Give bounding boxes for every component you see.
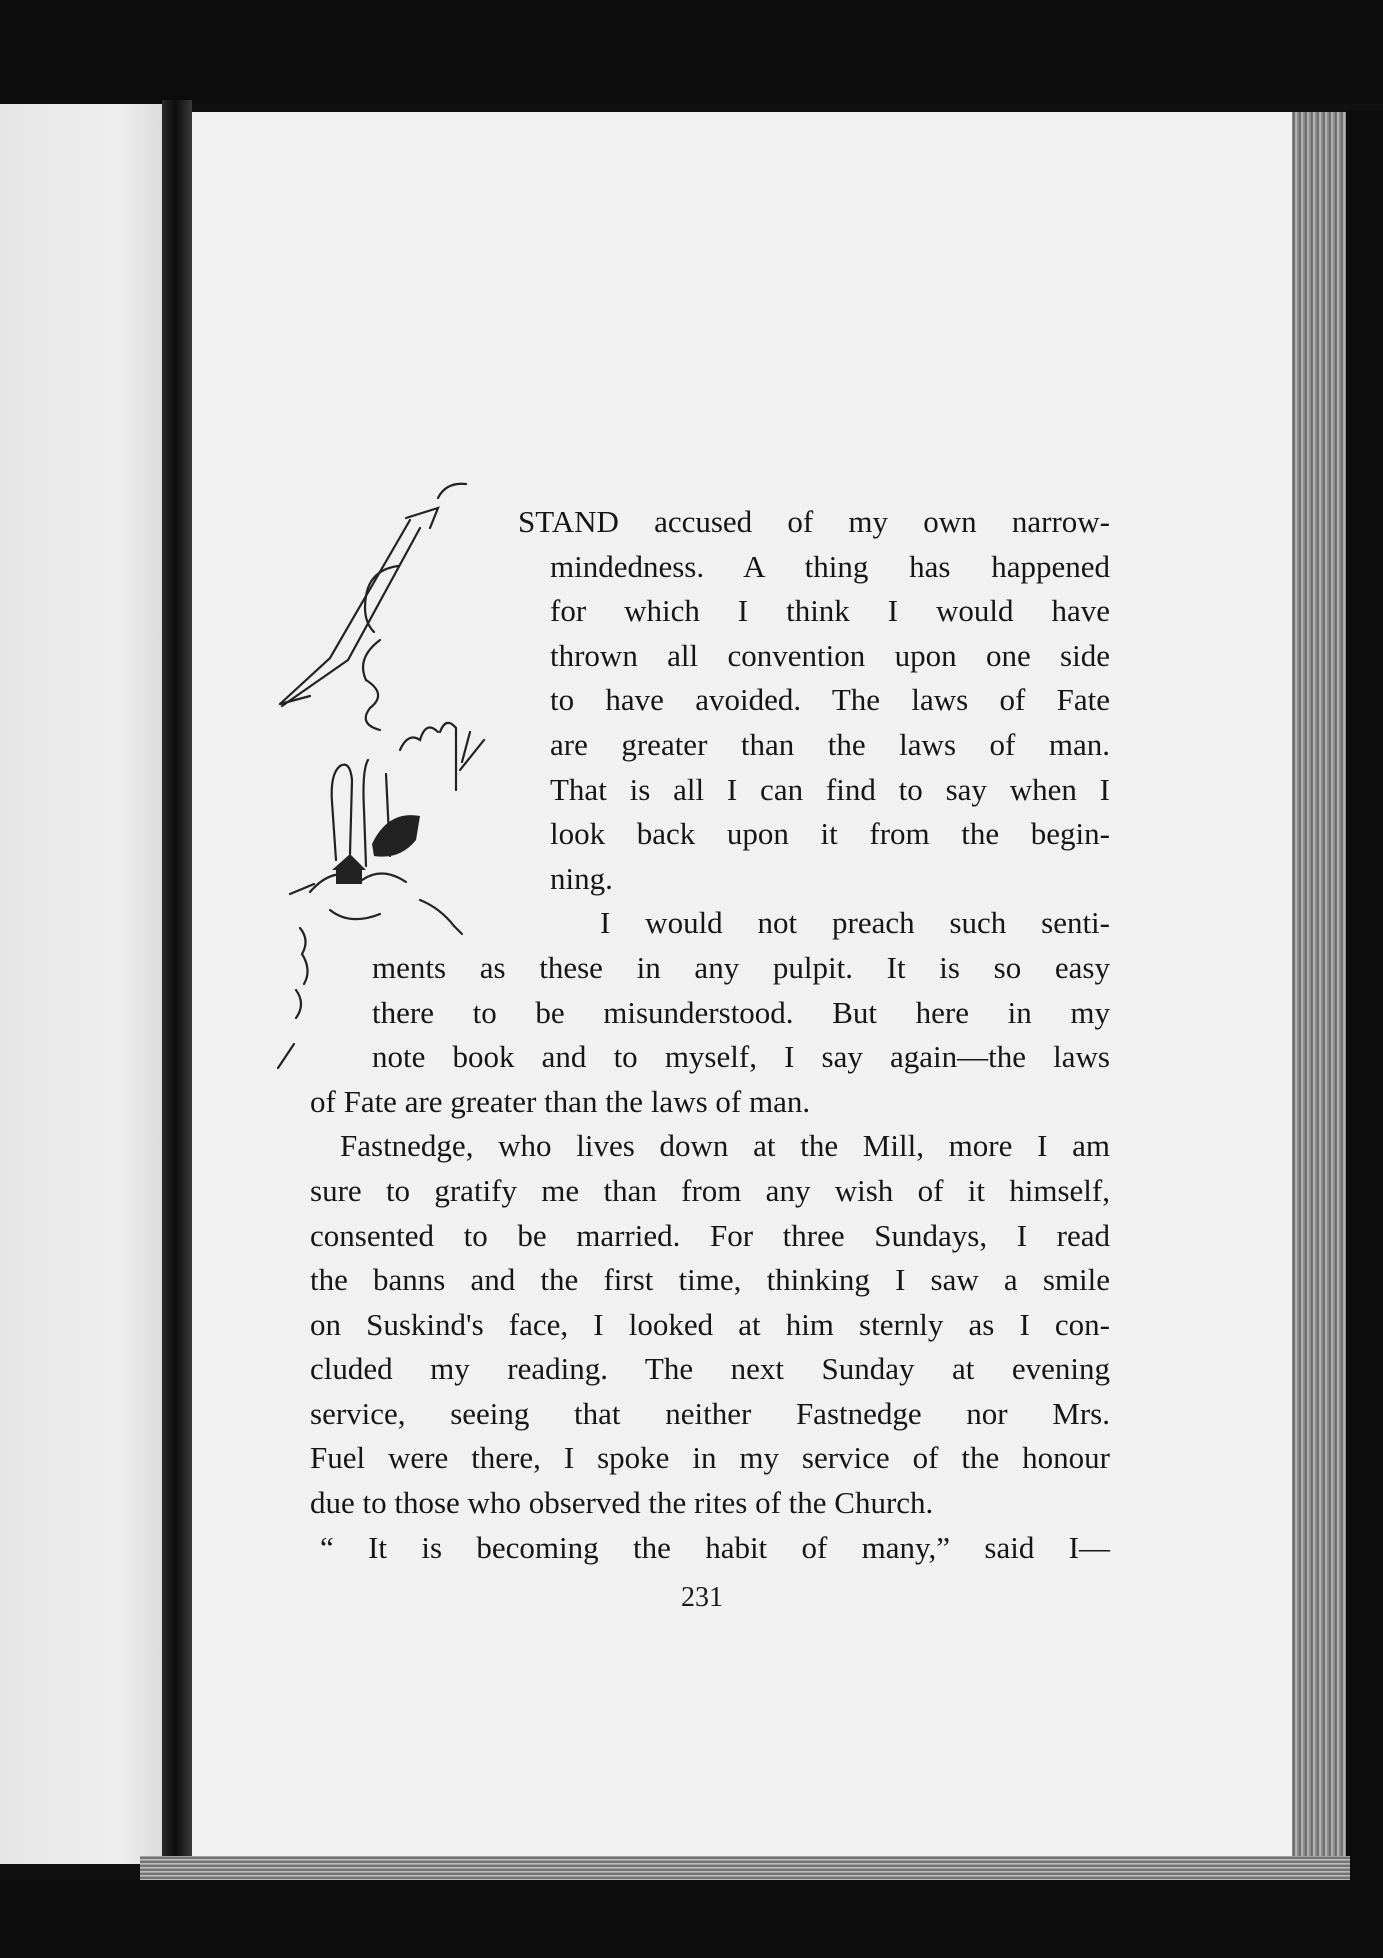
page-edges [1292,112,1348,1902]
scan-background-right [1346,110,1383,1958]
text-line: are greater than the laws of man. [550,726,1110,762]
page-bottom-edge [140,1856,1350,1882]
text-line: cluded my reading. The next Sunday at evening [310,1351,1110,1387]
scan-background-bottom [0,1880,1383,1958]
text-line: STAND accused of my own narrow- [518,504,1110,539]
text-line: thrown all convention upon one side [550,637,1110,673]
text-line: look back upon it from the begin- [550,816,1110,852]
text-line: there to be misunderstood. But here in my [372,994,1110,1030]
text-line: Fuel were there, I spoke in my service of the honour [310,1440,1110,1476]
text-line: the banns and the first time, thinking I saw a smile [310,1262,1110,1298]
text-line: to have avoided. The laws of Fate [550,682,1110,718]
text-line: note book and to myself, I say again—the laws [372,1039,1110,1075]
text-line: I would not preach such senti- [600,905,1110,941]
page-number: 231 [681,1582,723,1613]
text-line: ning. [550,860,613,896]
book-gutter [162,100,192,1890]
page-body-text [310,500,1110,1570]
text-line: sure to gratify me than from any wish of it himself, [310,1172,1110,1208]
text-line: “ It is becoming the habit of many,” said I— [320,1529,1110,1565]
text-line: service, seeing that neither Fastnedge nor Mrs. [310,1395,1110,1431]
text-line: due to those who observed the rites of the Church. [310,1485,934,1521]
text-line: for which I think I would have [550,593,1110,629]
text-line: That is all I can find to say when I [550,771,1110,807]
text-line: of Fate are greater than the laws of man. [310,1083,811,1119]
text-line: ments as these in any pulpit. It is so easy [372,949,1110,985]
text-line: Fastnedge, who lives down at the Mill, more I am [340,1128,1110,1164]
left-page-leaf [0,104,168,1864]
scan-background-top [0,0,1383,104]
text-line: on Suskind's face, I looked at him sternly as I con- [310,1306,1110,1342]
text-line: consented to be married. For three Sundays, I read [310,1217,1110,1253]
text-line: mindedness. A thing has happened [550,548,1110,584]
